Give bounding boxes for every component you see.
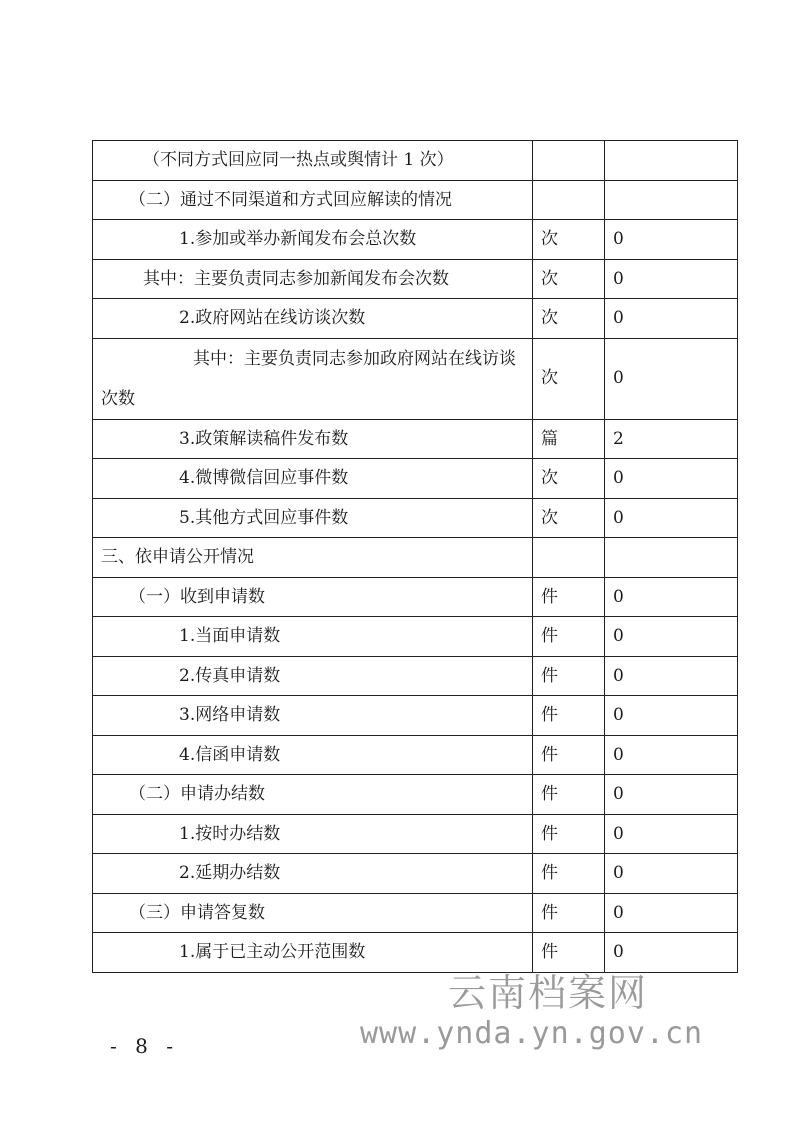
item-cell: 2.延期办结数: [93, 854, 533, 894]
value-cell: 0: [605, 656, 738, 696]
table-row: [93, 814, 738, 854]
value-cell: [605, 141, 738, 181]
unit-cell: [533, 538, 605, 578]
unit-cell: 次: [533, 498, 605, 538]
unit-cell: 件: [533, 735, 605, 775]
table-row: [93, 419, 738, 459]
item-cell: 3.网络申请数: [93, 696, 533, 736]
item-cell: 1.属于已主动公开范围数: [93, 933, 533, 973]
watermark-url: www.ynda.yn.gov.cn: [360, 1016, 704, 1051]
unit-cell: 次: [533, 459, 605, 499]
value-cell: 0: [605, 617, 738, 657]
table-row: [93, 577, 738, 617]
value-cell: 0: [605, 735, 738, 775]
item-cell: 2.政府网站在线访谈次数: [93, 299, 533, 339]
unit-cell: 次: [533, 220, 605, 260]
item-cell: 2.传真申请数: [93, 656, 533, 696]
unit-cell: 件: [533, 656, 605, 696]
value-cell: 2: [605, 419, 738, 459]
unit-cell: [533, 141, 605, 181]
unit-cell: 件: [533, 814, 605, 854]
item-cell: （二）通过不同渠道和方式回应解读的情况: [93, 180, 533, 220]
statistics-table: [92, 140, 738, 973]
unit-cell: 次: [533, 299, 605, 339]
item-cell: 5.其他方式回应事件数: [93, 498, 533, 538]
value-cell: [605, 180, 738, 220]
table-row: [93, 854, 738, 894]
unit-cell: 次: [533, 338, 605, 419]
table-row: [93, 617, 738, 657]
table-row: [93, 220, 738, 260]
value-cell: 0: [605, 577, 738, 617]
unit-cell: [533, 180, 605, 220]
page-number: - 8 -: [110, 1034, 179, 1058]
value-cell: [605, 538, 738, 578]
unit-cell: 件: [533, 854, 605, 894]
value-cell: 0: [605, 775, 738, 815]
unit-cell: 件: [533, 893, 605, 933]
table-row: [93, 893, 738, 933]
watermark-site-name: 云南档案网: [448, 971, 649, 1015]
value-cell: 0: [605, 893, 738, 933]
item-cell: 其中：主要负责同志参加新闻发布会次数: [93, 259, 533, 299]
value-cell: 0: [605, 854, 738, 894]
table-row: [93, 656, 738, 696]
table-row: [93, 141, 738, 181]
table-row: [93, 538, 738, 578]
table-row: [93, 498, 738, 538]
table-row: [93, 180, 738, 220]
value-cell: 0: [605, 814, 738, 854]
unit-cell: 件: [533, 577, 605, 617]
value-cell: 0: [605, 696, 738, 736]
item-cell: （三）申请答复数: [93, 893, 533, 933]
unit-cell: 次: [533, 259, 605, 299]
item-cell: 1.当面申请数: [93, 617, 533, 657]
unit-cell: 件: [533, 696, 605, 736]
table-row: [93, 299, 738, 339]
value-cell: 0: [605, 220, 738, 260]
item-cell: 4.微博微信回应事件数: [93, 459, 533, 499]
item-cell: 4.信函申请数: [93, 735, 533, 775]
unit-cell: 件: [533, 617, 605, 657]
table-row: [93, 735, 738, 775]
table-row: [93, 696, 738, 736]
item-cell: 1.参加或举办新闻发布会总次数: [93, 220, 533, 260]
item-cell: 三、依申请公开情况: [93, 538, 533, 578]
item-cell: 其中：主要负责同志参加政府网站在线访谈次数: [93, 338, 533, 419]
item-cell: 3.政策解读稿件发布数: [93, 419, 533, 459]
item-cell: （一）收到申请数: [93, 577, 533, 617]
item-cell: （二）申请办结数: [93, 775, 533, 815]
value-cell: 0: [605, 459, 738, 499]
unit-cell: 篇: [533, 419, 605, 459]
value-cell: 0: [605, 498, 738, 538]
unit-cell: 件: [533, 933, 605, 973]
item-cell: 1.按时办结数: [93, 814, 533, 854]
table-row: [93, 338, 738, 419]
table-row: [93, 459, 738, 499]
item-cell: （不同方式回应同一热点或舆情计 1 次）: [93, 141, 533, 181]
table-row: [93, 259, 738, 299]
unit-cell: 件: [533, 775, 605, 815]
value-cell: 0: [605, 299, 738, 339]
value-cell: 0: [605, 933, 738, 973]
table-row: [93, 775, 738, 815]
value-cell: 0: [605, 338, 738, 419]
value-cell: 0: [605, 259, 738, 299]
